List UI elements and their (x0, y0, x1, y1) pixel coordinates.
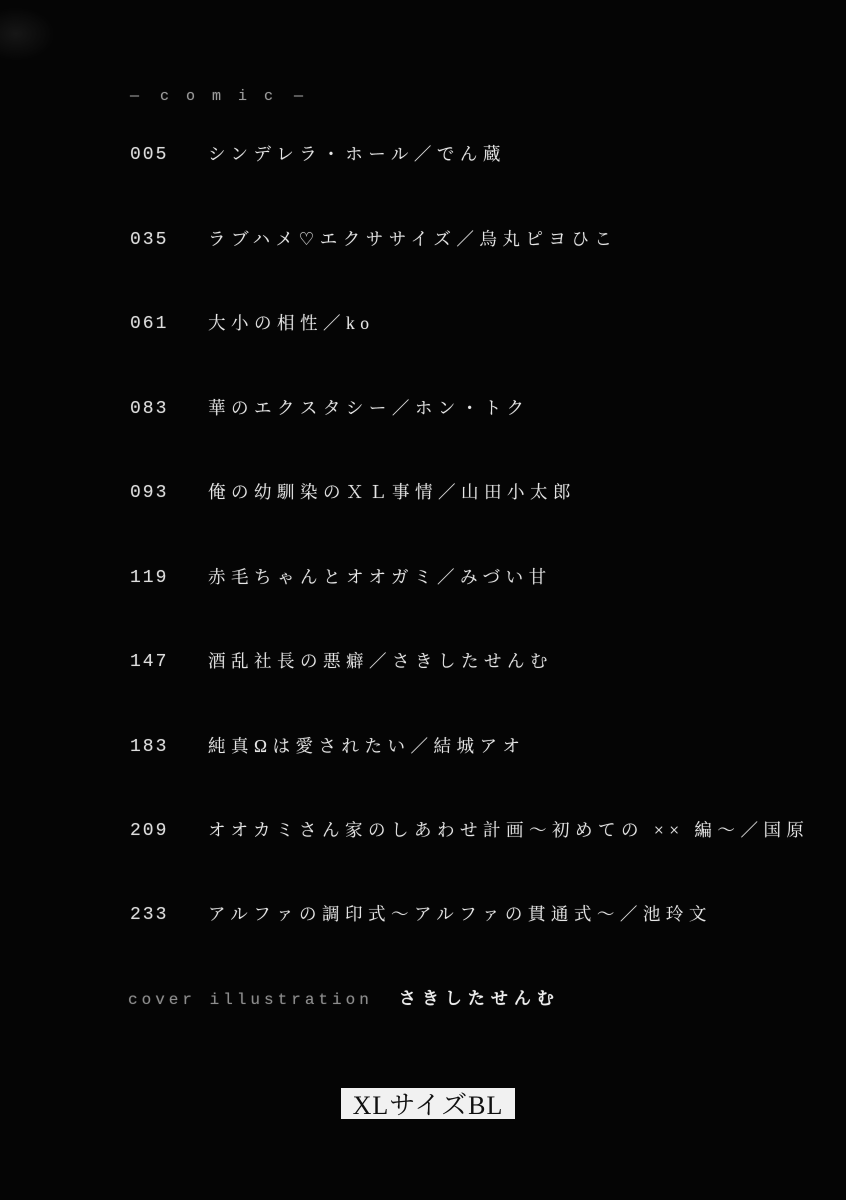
toc-title-text: ラブハメ♡エクササイズ (208, 229, 457, 249)
toc-page-number: 083 (130, 399, 169, 419)
toc-title-text: シンデレラ・ホール (208, 144, 414, 164)
cover-credit (128, 987, 560, 1011)
toc-author: ホン・トク (414, 398, 530, 418)
toc-title (208, 567, 552, 587)
toc-title-text: 酒乱社長の悪癖 (208, 651, 369, 671)
toc-entry (130, 481, 576, 504)
toc-author: みづい甘 (459, 567, 552, 587)
toc-separator: ／ (391, 398, 415, 418)
toc-entry (130, 143, 506, 166)
cover-credit-label: cover illustration (128, 991, 373, 1009)
toc-title-text: オオカミさん家のしあわせ計画〜初めての ×× 編〜 (208, 820, 741, 840)
series-logo-text: XLサイズBL (352, 1091, 504, 1120)
toc-separator: ／ (740, 820, 764, 840)
toc-title (208, 144, 506, 164)
cover-credit-artist: さきしたせんむ (398, 989, 560, 1008)
toc-separator: ／ (456, 229, 480, 249)
toc-page-number: 005 (130, 145, 169, 165)
toc-title (208, 398, 529, 418)
toc-author: 烏丸ピヨひこ (479, 229, 618, 249)
toc-separator: ／ (413, 144, 437, 164)
toc-author: でん蔵 (436, 144, 506, 164)
toc-title-text: 華のエクスタシー (208, 398, 392, 418)
toc-separator: ／ (410, 736, 434, 756)
toc-title-text: 赤毛ちゃんとオオガミ (208, 567, 437, 587)
series-logo (341, 1088, 515, 1119)
toc-separator: ／ (438, 482, 461, 502)
toc-page-number: 119 (130, 568, 169, 588)
toc-page-number: 093 (130, 483, 169, 503)
toc-entry (130, 312, 375, 335)
toc-title-text: 俺の幼馴染のＸＬ事情 (208, 482, 438, 502)
toc-title-text: 大小の相性 (208, 313, 323, 333)
toc-entry (130, 228, 617, 251)
toc-separator: ／ (436, 567, 460, 587)
toc-entry (130, 735, 525, 758)
header-dash-left: — (130, 88, 140, 105)
header-label: comic (160, 88, 291, 105)
toc-title-text: アルファの調印式〜アルファの貫通式〜 (208, 904, 620, 924)
toc-separator: ／ (369, 651, 392, 671)
header-dash-right: — (294, 88, 304, 105)
toc-author: 池玲文 (642, 904, 712, 924)
toc-entry (130, 650, 553, 673)
toc-entry (130, 819, 809, 842)
toc-page-number: 183 (130, 737, 169, 757)
toc-title (208, 229, 617, 249)
toc-title (208, 651, 553, 671)
toc-entry (130, 903, 712, 926)
toc-author: 結城アオ (433, 736, 526, 756)
toc-author: さきしたせんむ (392, 651, 553, 671)
toc-author: ko (346, 313, 375, 333)
toc-entry (130, 397, 529, 420)
toc-page-number: 061 (130, 314, 169, 334)
toc-author: 国原 (763, 820, 810, 840)
section-header (130, 85, 303, 109)
toc-page-number: 209 (130, 821, 169, 841)
toc-page-number: 035 (130, 230, 169, 250)
toc-title (208, 313, 375, 333)
toc-separator: ／ (323, 313, 346, 333)
toc-separator: ／ (619, 904, 643, 924)
toc-page-number: 233 (130, 905, 169, 925)
toc-title-text: 純真Ωは愛されたい (208, 736, 411, 756)
toc-title (208, 482, 576, 502)
toc-title (208, 820, 809, 840)
toc-entry (130, 566, 552, 589)
toc-author: 山田小太郎 (461, 482, 576, 502)
toc-title (208, 736, 525, 756)
toc-page-number: 147 (130, 652, 169, 672)
toc-title (208, 904, 712, 924)
